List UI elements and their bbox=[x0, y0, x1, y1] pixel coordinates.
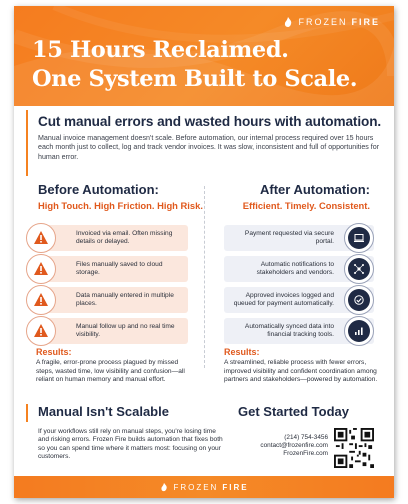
before-title: Before Automation: bbox=[38, 182, 159, 197]
scalable-body: If your workflows still rely on manual steps, you're losing time and risking errors. Frozen Fire builds automation that fixes both so you can spend time where it matters most: focusing on your customers. bbox=[38, 428, 223, 460]
after-title: After Automation: bbox=[259, 182, 370, 197]
before-item-text: Manual follow up and no real time visibility. bbox=[76, 322, 175, 338]
before-item-text: Invoiced via email. Often missing details or delayed. bbox=[76, 229, 173, 245]
before-header bbox=[38, 182, 203, 211]
footer-brand-part2: FIRE bbox=[222, 482, 249, 492]
data-entry-warning-icon bbox=[26, 285, 56, 315]
after-results bbox=[224, 348, 384, 384]
scalable-accent bbox=[26, 404, 226, 422]
intro-body: Manual invoice management doesn't scale. Before automation, our internal process required over 15 hours each month just to collect, log and track vendor invoices. It was slow, inconsistent and full of opportunities for human error. bbox=[38, 134, 380, 161]
brand-part2: FIRE bbox=[351, 17, 380, 27]
get-started-section bbox=[238, 404, 388, 458]
chart-icon bbox=[344, 316, 374, 346]
after-item-text: Payment requested via secure portal. bbox=[244, 229, 334, 245]
file-warning-icon bbox=[26, 254, 56, 284]
get-started-title: Get Started Today bbox=[238, 404, 350, 419]
before-item bbox=[36, 318, 188, 344]
after-results-text: A streamlined, reliable process with fewer errors, improved visibility and confident coordination among partners and stakeholders—powered by automation. bbox=[224, 359, 378, 383]
after-item-text: Approved invoices logged and queued for payment automatically. bbox=[233, 291, 334, 307]
scalable-section bbox=[26, 404, 226, 461]
flame-icon bbox=[159, 482, 169, 492]
qr-code[interactable] bbox=[334, 428, 374, 468]
headline-line2: One System Built to Scale. bbox=[32, 66, 358, 92]
headline bbox=[32, 36, 357, 94]
flame-icon bbox=[282, 16, 294, 28]
brand-part1: FROZEN bbox=[298, 17, 348, 27]
before-results bbox=[36, 348, 196, 384]
network-icon bbox=[344, 254, 374, 284]
brand-logo bbox=[282, 16, 380, 28]
before-results-text: A fragile, error-prone process plagued by missed steps, wasted time, low visibility and confusion—all reliant on human memory and manual effort. bbox=[36, 359, 185, 383]
before-item-text: Data manually entered in multiple places. bbox=[76, 291, 174, 307]
after-subtitle: Efficient. Timely. Consistent. bbox=[242, 200, 370, 211]
laptop-icon bbox=[344, 223, 374, 253]
after-header bbox=[243, 182, 370, 211]
footer-brand-part1: FROZEN bbox=[173, 482, 219, 492]
check-icon bbox=[344, 285, 374, 315]
after-item-text: Automatic notifications to stakeholders and vendors. bbox=[256, 260, 334, 276]
email-warning-icon bbox=[26, 223, 56, 253]
before-item bbox=[36, 256, 188, 282]
header-banner bbox=[14, 6, 394, 106]
before-subtitle: High Touch. High Friction. High Risk. bbox=[38, 200, 203, 211]
before-item bbox=[36, 225, 188, 251]
scalable-title: Manual Isn't Scalable bbox=[38, 404, 169, 419]
before-results-title: Results: bbox=[36, 347, 72, 357]
contact-email[interactable]: contact@frozenfire.com bbox=[260, 442, 328, 450]
intro-section bbox=[26, 110, 382, 176]
after-item-text: Automatically synced data into financial tracking tools. bbox=[244, 322, 334, 338]
contact-website[interactable]: FrozenFire.com bbox=[283, 450, 328, 458]
before-item-text: Files manually saved to cloud storage. bbox=[76, 260, 163, 276]
contact-info bbox=[242, 434, 328, 459]
after-results-title: Results: bbox=[224, 347, 260, 357]
footer-banner bbox=[14, 476, 394, 498]
before-item bbox=[36, 287, 188, 313]
contact-phone[interactable]: (214) 754-3456 bbox=[284, 434, 328, 441]
intro-title: Cut manual errors and wasted hours with automation. bbox=[38, 114, 382, 129]
flyer-page bbox=[14, 6, 394, 498]
column-divider bbox=[204, 186, 205, 368]
hand-warning-icon bbox=[26, 316, 56, 346]
headline-line1: 15 Hours Reclaimed. bbox=[32, 37, 289, 63]
